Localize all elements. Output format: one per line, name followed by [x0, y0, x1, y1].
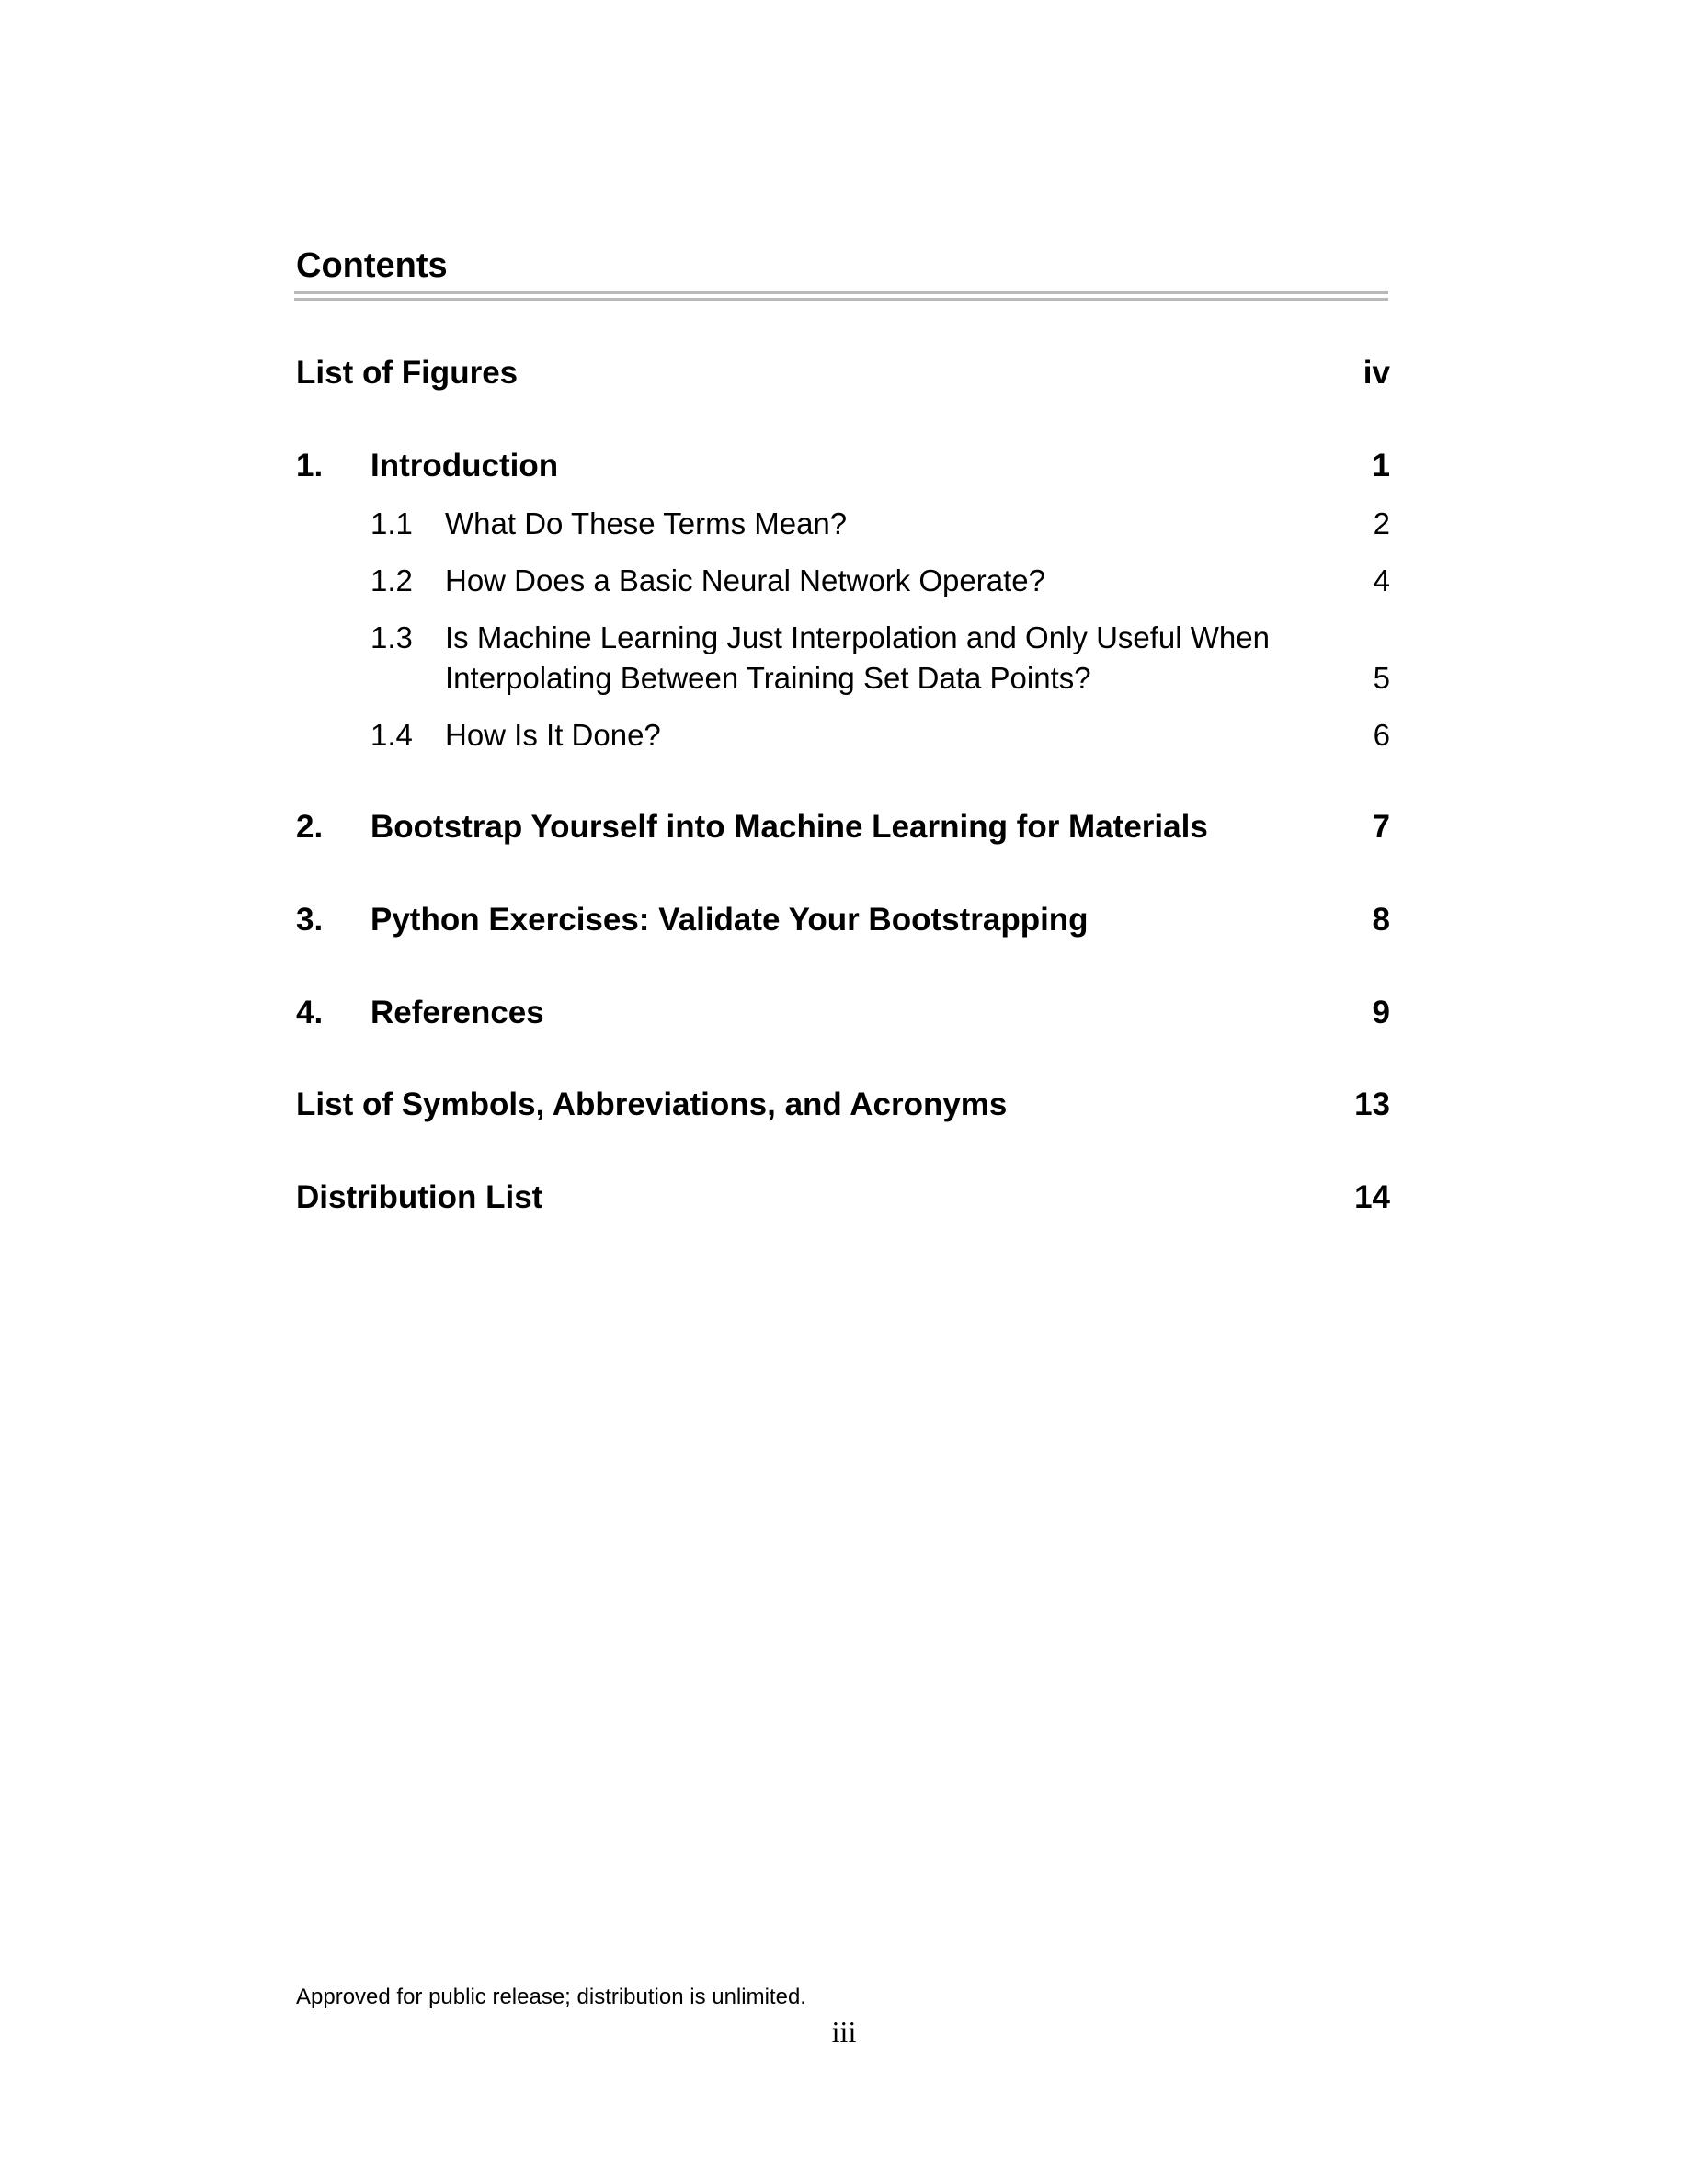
toc-entry-title: Distribution List	[296, 1179, 543, 1215]
page-title: Contents	[296, 246, 448, 285]
toc-entry-1-3[interactable]	[371, 618, 1390, 699]
toc-entry-page: iv	[1363, 355, 1390, 391]
toc-entry-1-4[interactable]	[371, 712, 1390, 758]
toc-entry-title: How Does a Basic Neural Network Operate?	[445, 563, 1045, 597]
toc-entry-page: 4	[1373, 563, 1390, 597]
toc-entry-python-exercises[interactable]	[296, 897, 1390, 943]
toc-entry-title: List of Figures	[296, 355, 519, 391]
toc-entry-1-2[interactable]	[371, 558, 1390, 604]
toc-entry-number: 1.3	[371, 620, 413, 654]
toc-entry-bootstrap[interactable]	[296, 804, 1390, 850]
toc-entry-title: What Do These Terms Mean?	[445, 506, 848, 540]
toc-entry-number: 1.4	[371, 718, 413, 752]
toc-entry-1-1[interactable]	[371, 501, 1390, 547]
toc-entry-title: Bootstrap Yourself into Machine Learning for Materials	[371, 809, 1208, 845]
toc-entry-number: 1.2	[371, 563, 413, 597]
toc-entry-page: 1	[1372, 448, 1390, 483]
toc-entry-title: How Is It Done?	[445, 718, 661, 752]
page-number: iii	[831, 2015, 857, 2048]
release-statement: Approved for public release; distribution is unlimited.	[296, 1985, 806, 2009]
toc-entry-page: 7	[1372, 809, 1390, 845]
toc-entry-symbols[interactable]	[296, 1082, 1390, 1128]
toc-entry-title: References	[371, 995, 544, 1030]
toc-entry-list-of-figures[interactable]	[296, 350, 1390, 396]
heading-rule-top	[294, 291, 1388, 294]
toc-entry-title: Is Machine Learning Just Interpolation and Only Useful When Interpolating Between Training Set Data Points?	[445, 620, 1270, 695]
toc-entry-number: 3.	[296, 902, 324, 938]
toc-entry-title: Introduction	[371, 448, 559, 483]
toc-entry-title: Python Exercises: Validate Your Bootstrapping	[371, 902, 1089, 938]
toc-entry-distribution-list[interactable]	[296, 1175, 1390, 1221]
toc-entry-number: 1.	[296, 448, 324, 483]
toc-entry-page: 14	[1354, 1179, 1390, 1215]
toc-entry-page: 13	[1354, 1086, 1390, 1122]
toc-entry-number: 2.	[296, 809, 324, 845]
toc-entry-title: List of Symbols, Abbreviations, and Acronyms	[296, 1086, 1008, 1122]
toc-entry-number: 1.1	[371, 506, 413, 540]
toc-entry-page: 5	[1373, 661, 1390, 695]
toc-entry-number: 4.	[296, 995, 324, 1030]
toc-entry-page: 6	[1373, 718, 1390, 752]
toc-entry-page: 8	[1372, 902, 1390, 938]
toc-entry-references[interactable]	[296, 990, 1390, 1036]
toc-entry-introduction[interactable]	[296, 443, 1390, 489]
toc-entry-page: 9	[1372, 995, 1390, 1030]
heading-rule-bottom	[294, 298, 1388, 301]
toc-entry-page: 2	[1373, 506, 1390, 540]
